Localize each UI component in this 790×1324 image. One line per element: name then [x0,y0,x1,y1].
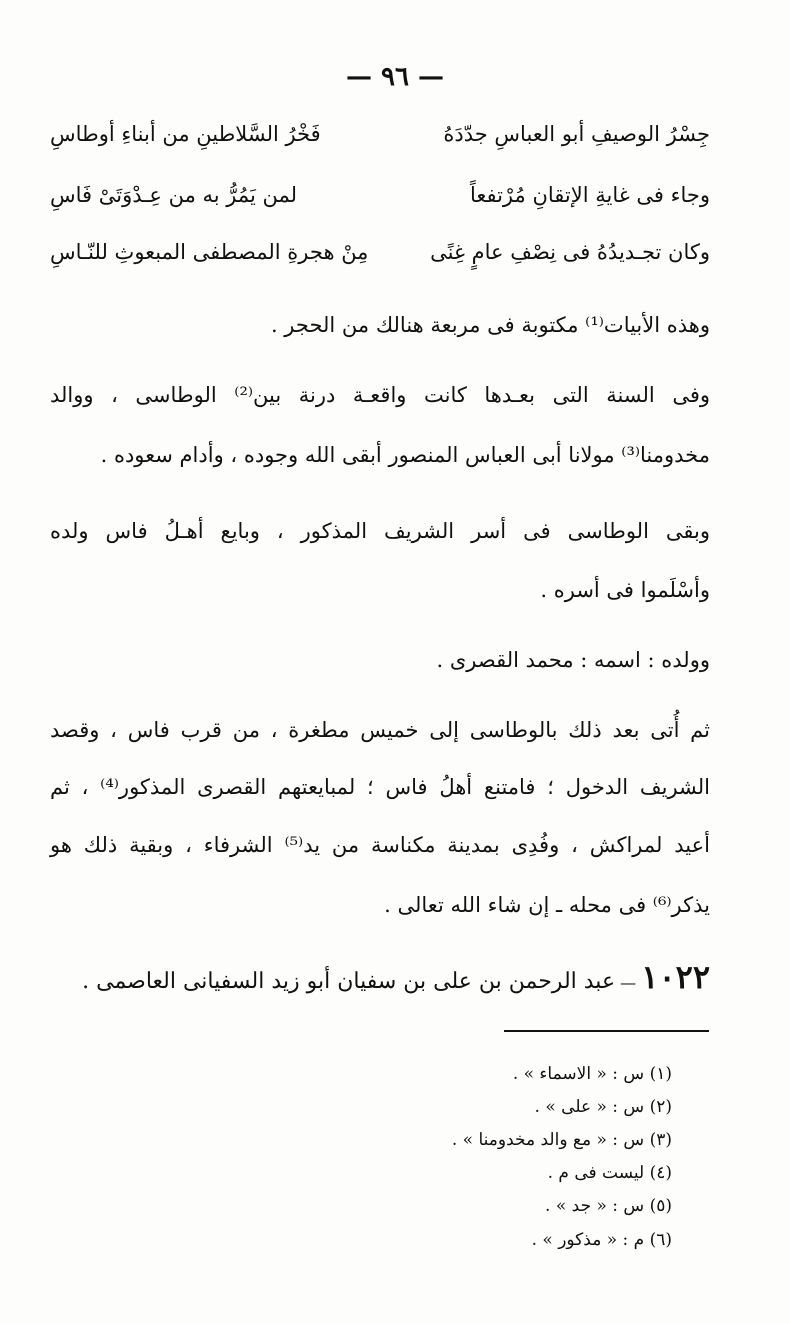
verse-first-hemistich: وكان تجـديدُهُ فى نِصْفِ عامٍ غِنًى [430,240,710,264]
text-line: الشريف الدخول ؛ فامتنع أهلُ فاس ؛ لمبايعتهم القصرى المذكور⁽⁴⁾ ، ثم [50,775,710,799]
footnote: (١) س : « الاسماء » . [512,1064,672,1084]
text-line: وبقى الوطاسى فى أسر الشريف المذكور ، وبايع أهـلُ فاس ولده [50,519,710,543]
poem-verse [50,183,710,223]
text-line: وولده : اسمه : محمد القصرى . [436,648,710,672]
footnote: (٢) س : « على » . [534,1097,672,1117]
verse-first-hemistich: وجاء فى غايةِ الإتقانِ مُرْتفعاً [469,183,710,207]
text-line: وفى السنة التى بعـدها كانت واقعـة درنة بين⁽²⁾ الوطاسى ، ووالد [50,383,711,407]
text-line: وأسْلَموا فى أسره . [540,578,710,602]
entry-name: عبد الرحمن بن على بن سفيان أبو زيد السفيانى العاصمى . [82,969,616,994]
text-line: ثم أُتى بعد ذلك بالوطاسى إلى خميس مطغرة ، من قرب فاس ، وقصد [50,718,710,742]
page-number: — ٩٦ — [345,62,445,92]
biography-entry-heading [50,958,710,996]
verse-first-hemistich: جِسْرُ الوصيفِ أبو العباسِ جدّدَهُ [443,122,710,146]
footnote: (٣) س : « مع والد مخدومنا » . [451,1130,672,1150]
verse-second-hemistich: مِنْ هجرةِ المصطفى المبعوثِ للنّـاسِ [50,240,369,264]
text-line: أعيد لمراكش ، وفُدِى بمدينة مكناسة من يد⁽⁵⁾ الشرفاء ، وبقية ذلك هو [50,833,710,857]
text-line: يذكر⁽⁶⁾ فى محله ـ إن شاء الله تعالى . [384,893,710,917]
footnote-separator [504,1030,709,1032]
entry-dash: — [615,973,642,992]
poem-verse [50,240,710,280]
text-line: وهذه الأبيات⁽¹⁾ مكتوبة فى مربعة هنالك من الحجر . [270,313,710,337]
entry-number: ١٠٢٢ [641,958,710,996]
verse-second-hemistich: لمن يَمُرُّ به من عِـدْوَتَىْ فَاسِ [50,183,298,207]
footnote: (٥) س : « جد » . [545,1196,672,1216]
footnote: (٦) م : « مذكور » . [531,1230,672,1250]
verse-second-hemistich: فَخْرُ السَّلاطينِ من أبناءِ أوطاسِ [50,122,321,146]
footnote: (٤) ليست فى م . [547,1163,672,1183]
poem-verse [50,122,710,162]
text-line: مخدومنا⁽³⁾ مولانا أبى العباس المنصور أبقى الله وجوده ، وأدام سعوده . [100,443,710,467]
